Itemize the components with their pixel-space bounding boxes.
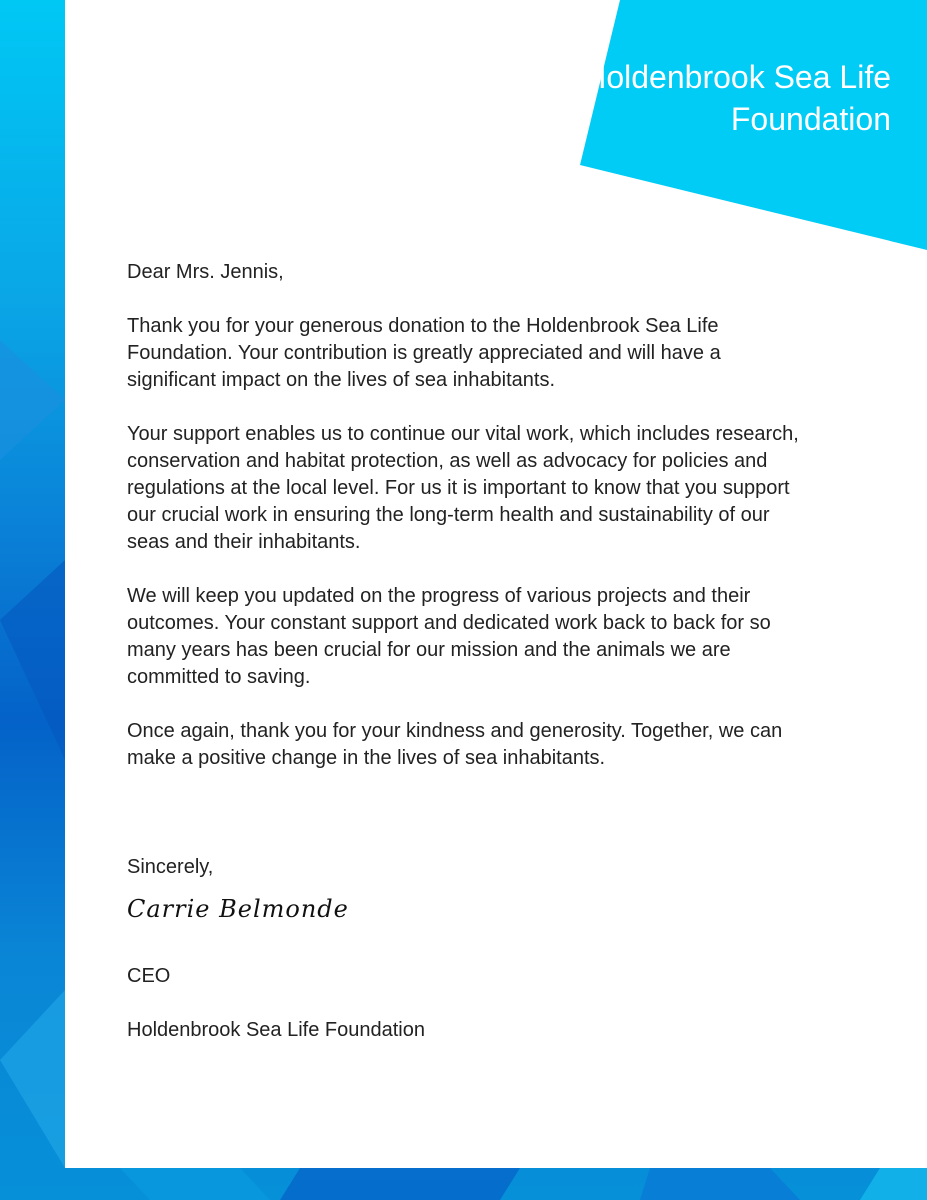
- letter-body: [127, 259, 807, 799]
- paragraph: Your support enables us to continue our vital work, which includes research, conservation and habitat protection, as well as advocacy for policies and regulations at the local level. For us it is important to know that you support our crucial work in ensuring the long-term health and sustainability of our seas and their inhabitants.: [127, 423, 799, 553]
- salutation: Dear Mrs. Jennis,: [127, 261, 284, 283]
- header-org-name: Holdenbrook Sea Life Foundation: [583, 59, 891, 137]
- paragraph: Thank you for your generous donation to the Holdenbrook Sea Life Foundation. Your contribution is greatly appreciated and will have a significant impact on the lives of sea inhabitants.: [127, 315, 721, 391]
- signer-title: CEO: [127, 965, 171, 987]
- paragraph: Once again, thank you for your kindness and generosity. Together, we can make a positive change in the lives of sea inhabitants.: [127, 720, 783, 769]
- closing: Sincerely,: [127, 856, 214, 878]
- paragraph: We will keep you updated on the progress of various projects and their outcomes. Your constant support and dedicated work back to back for so many years has been crucial for our mission and the animals we are committed to saving.: [127, 585, 771, 688]
- signer-org: Holdenbrook Sea Life Foundation: [127, 1019, 425, 1041]
- signature: Carrie Belmonde: [127, 895, 349, 923]
